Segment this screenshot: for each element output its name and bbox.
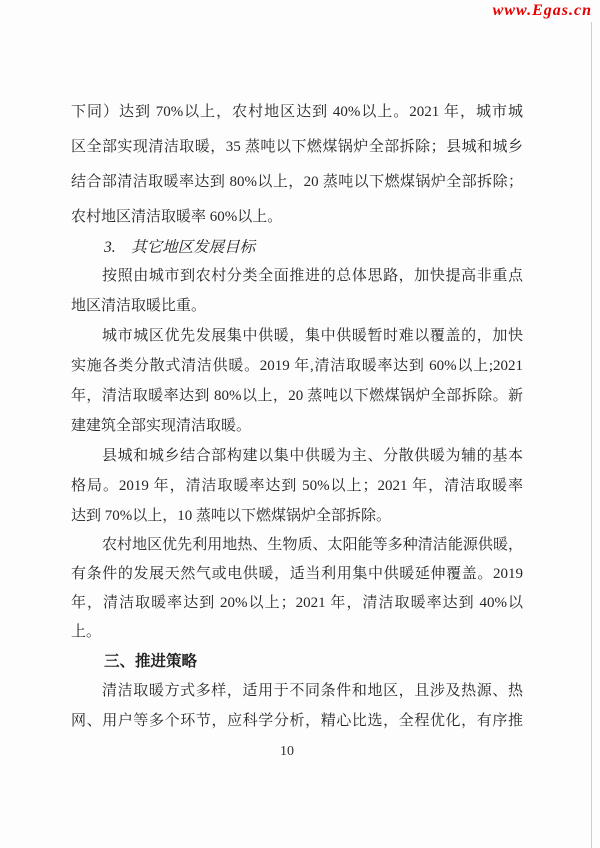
text-line: 城市城区优先发展集中供暖，集中供暖暂时难以覆盖的，加快 — [102, 328, 523, 344]
text-line: 按照由城市到农村分类全面推进的总体思路，加快提高非重点 — [102, 268, 523, 284]
watermark: www.Egas.cn — [492, 2, 592, 19]
text-line: 年，清洁取暖率达到 80%以上，20 蒸吨以下燃煤锅炉全部拆除。新 — [71, 388, 523, 404]
text-line: 县城和城乡结合部构建以集中供暖为主、分散供暖为辅的基本 — [102, 448, 523, 464]
subsection-heading-other-regions: 3. 其它地区发展目标 — [104, 239, 256, 256]
text-line: 网、用户等多个环节，应科学分析，精心比选，全程优化，有序推 — [71, 713, 523, 729]
text-line: 建建筑全部实现清洁取暖。 — [71, 418, 252, 434]
text-line: 清洁取暖方式多样，适用于不同条件和地区，且涉及热源、热 — [102, 683, 523, 699]
text-line: 农村地区优先利用地热、生物质、太阳能等多种清洁能源供暖， — [102, 537, 523, 553]
scan-edge-line — [591, 22, 592, 848]
text-line: 结合部清洁取暖率达到 80%以上，20 蒸吨以下燃煤锅炉全部拆除； — [71, 174, 523, 190]
text-line: 格局。2019 年，清洁取暖率达到 50%以上；2021 年，清洁取暖率 — [71, 478, 523, 494]
text-line: 区全部实现清洁取暖，35 蒸吨以下燃煤锅炉全部拆除；县城和城乡 — [71, 139, 523, 155]
text-line: 年，清洁取暖率达到 20%以上；2021 年，清洁取暖率达到 40%以 — [71, 595, 523, 611]
text-line: 农村地区清洁取暖率 60%以上。 — [71, 209, 283, 225]
document-body — [71, 95, 523, 736]
text-line: 实施各类分散式清洁供暖。2019 年,清洁取暖率达到 60%以上;2021 — [71, 358, 523, 374]
section-heading-strategy: 三、推进策略 — [104, 653, 198, 670]
page-number: 10 — [280, 744, 294, 759]
text-line: 上。 — [71, 624, 102, 640]
text-line: 达到 70%以上，10 蒸吨以下燃煤锅炉全部拆除。 — [71, 508, 391, 524]
text-line: 有条件的发展天然气或电供暖，适当利用集中供暖延伸覆盖。2019 — [71, 566, 523, 582]
text-line: 地区清洁取暖比重。 — [71, 298, 207, 314]
text-line: 下同）达到 70%以上，农村地区达到 40%以上。2021 年，城市城 — [71, 104, 523, 120]
